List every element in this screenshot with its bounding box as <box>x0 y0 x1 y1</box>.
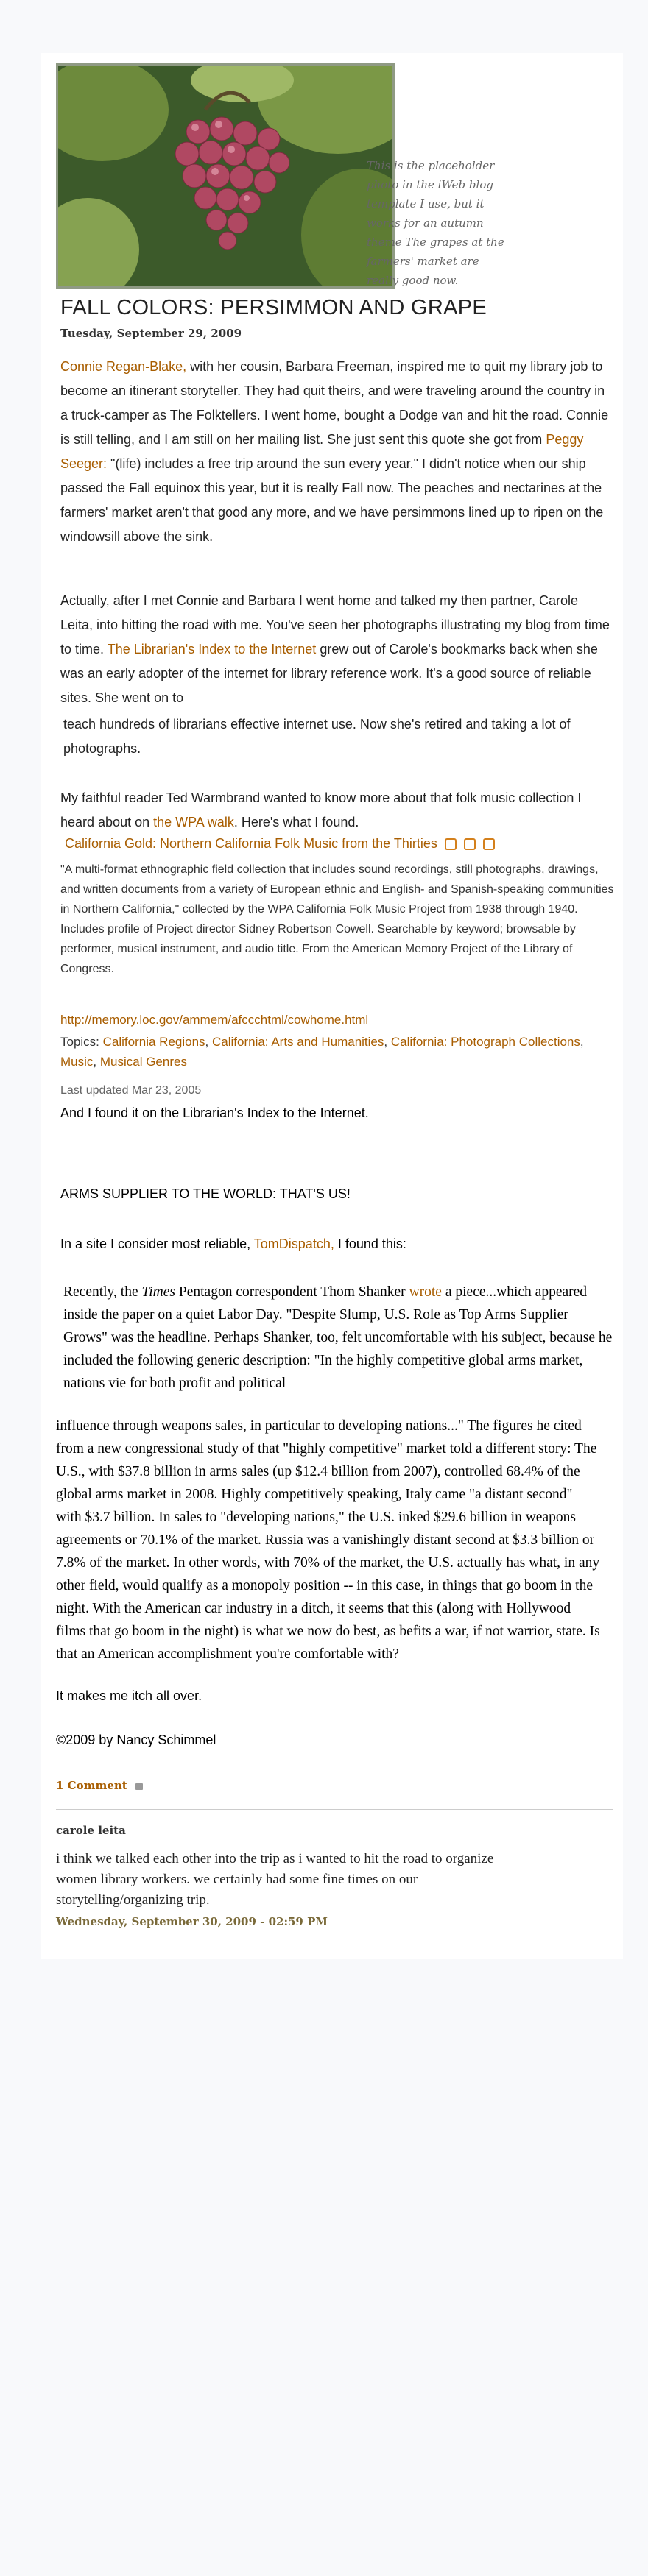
post-date: Tuesday, September 29, 2009 <box>60 327 242 340</box>
wrote-link[interactable]: wrote <box>409 1284 442 1300</box>
tomdispatch-link[interactable]: TomDispatch, <box>253 1236 334 1251</box>
peggy-seeger-link[interactable]: Peggy Seeger: <box>60 432 584 471</box>
quote-part1 <box>63 1281 614 1395</box>
found-it-line: And I found it on the Librarian's Index to the Internet. <box>60 1105 369 1120</box>
entry-url-link[interactable]: http://memory.loc.gov/ammem/afccchtml/cowhome.html <box>60 1013 369 1027</box>
california-gold-link[interactable]: California Gold: Northern California Folk Music from the Thirties <box>65 836 437 851</box>
divider <box>56 1809 613 1810</box>
times-italic: Times <box>141 1284 176 1300</box>
paragraph-ted <box>60 786 614 835</box>
paragraph-text: In a site I consider most reliable, <box>60 1236 254 1251</box>
quote-part2: influence through weapons sales, in particular to developing nations..." The figures he cited from a new congressional study of that "highly competitive" market told a different story: The U.S., with $37.8 billion in arms sales (up $12.4 billion from 2007), controlled 68.4% of the global arms market in 2008. Highly competitively speaking, Italy came "a distant second" with $3.7 billion. In sales to "developing nations," the U.S. inked $29.6 billion in weapons agreements or 70.1% of the market. Russia was a vanishingly distant second at $3.3 billion or 7.8% of the market. In other words, with 70% of the market, the U.S. actually has what, in any other field, would qualify as a monopoly position -- in this case, in things that go boom in the night. With the American car industry in a ditch, it seems that this (along with Hollywood films that go boom in the night) is what we now do best, as befits a war, if not warrior, state. Is that an American accomplishment you're comfortable with? <box>56 1418 600 1662</box>
comment-author: carole leita <box>56 1824 126 1837</box>
comment-date: Wednesday, September 30, 2009 - 02:59 PM <box>56 1915 328 1928</box>
comment-body: i think we talked each other into the trip as i wanted to hit the road to organize women library workers. we certainly had some fine times on our storytelling/organizing trip. <box>56 1851 494 1908</box>
paragraph-text: grew out of Carole's bookmarks back when she was an early adopter of the internet for library reference work. It's a good source of reliable sites. She went on to <box>60 642 598 705</box>
itch-line: It makes me itch all over. <box>56 1688 202 1703</box>
copyright: ©2009 by Nancy Schimmel <box>56 1733 216 1747</box>
paragraph-carole <box>60 589 614 710</box>
paragraph-text: Actually, after I met Connie and Barbara I went home and talked my then partner, Carole Leita, into hitting the road with me. You've seen her photographs illustrating my blog from time to time. <box>60 593 610 657</box>
lock-icon <box>135 1783 143 1790</box>
arms-heading: ARMS SUPPLIER TO THE WORLD: THAT'S US! <box>60 1186 351 1201</box>
printer-icon[interactable] <box>483 838 495 850</box>
post-title: FALL COLORS: PERSIMMON AND GRAPE <box>60 296 487 319</box>
paragraph-text: "(life) includes a free trip around the sun every year." I didn't notice when our ship passed the Fall equinox this year, but it is really Fall now. The peaches and nectarines at the farmers' market aren't that good any more, and we have persimmons lined up to ripen on the windowsill above the sink. <box>60 456 604 544</box>
topics-label: Topics: <box>60 1035 103 1049</box>
blog-page <box>41 53 623 1959</box>
paragraph-teach: teach hundreds of librarians effective internet use. Now she's retired and taking a lot of photographs. <box>63 717 571 756</box>
comments-header <box>56 1779 143 1792</box>
connie-link[interactable]: Connie Regan-Blake, <box>60 359 187 374</box>
quote-text: a piece...which appeared inside the paper on a quiet Labor Day. "Despite Slump, U.S. Role as Top Arms Supplier Grows" was the headline. Perhaps Shanker, too, felt uncomfortable with his subject, because he included the following generic description: "In the highly competitive global arms market, nations vie for both profit and political <box>63 1284 613 1391</box>
paragraph-text: My faithful reader Ted Warmbrand wanted to know more about that folk music collection I heard about on <box>60 790 582 829</box>
entry-updated: Last updated Mar 23, 2005 <box>60 1084 202 1097</box>
quote-text: Recently, the <box>63 1284 142 1300</box>
entry-topics: Topics: California Regions, California: Arts and Humanities, California: Photograph Collections, Music, Musical Genres <box>60 1035 584 1069</box>
grapes-photo <box>56 63 395 289</box>
paragraph-text: I found this: <box>334 1236 406 1251</box>
wpa-walk-link[interactable]: the WPA walk <box>153 815 234 829</box>
topic-link[interactable]: Music <box>60 1055 94 1069</box>
photo-caption: This is the placeholder photo in the iWeb blog template I use, but it works for an autumn theme The grapes at the farmers' market are really good now. <box>367 159 504 287</box>
entry-url-row <box>60 1010 368 1030</box>
index-entry <box>65 832 614 856</box>
magnifier-icon[interactable] <box>445 838 457 850</box>
comment-count-link[interactable]: 1 Comment <box>56 1779 127 1792</box>
librarians-index-link[interactable]: The Librarian's Index to the Internet <box>107 642 317 657</box>
paragraph-text: . Here's what I found. <box>233 815 359 829</box>
topic-link[interactable]: California: Arts and Humanities <box>212 1035 384 1049</box>
paragraph-tomdispatch <box>60 1232 406 1256</box>
paragraph-connie <box>60 355 614 549</box>
topic-link[interactable]: California: Photograph Collections <box>390 1035 580 1049</box>
paragraph-text: with her cousin, Barbara Freeman, inspired me to quit my library job to become an itinerant storyteller. They had quit theirs, and were traveling around the country in a truck-camper as The Folktellers. I went home, bought a Dodge van and hit the road. Connie is still telling, and I am still on her mailing list. She just sent this quote she got from <box>60 359 609 447</box>
comment-bubble-icon[interactable] <box>464 838 476 850</box>
quote-text: Pentagon correspondent Thom Shanker <box>175 1284 409 1300</box>
topic-link[interactable]: Musical Genres <box>99 1055 187 1069</box>
entry-description: "A multi-format ethnographic field collection that includes sound recordings, still photographs, drawings, and written documents from a variety of European ethnic and English- and Spanish-speaking communities in Northern California," collected by the WPA California Folk Music Project from 1938 through 1940. Includes profile of Project director Sidney Robertson Cowell. Searchable by keyword; browsable by performer, musical instrument, and audio title. From the American Memory Project of the Library of Congress. <box>60 863 614 975</box>
topic-link[interactable]: California Regions <box>102 1035 205 1049</box>
